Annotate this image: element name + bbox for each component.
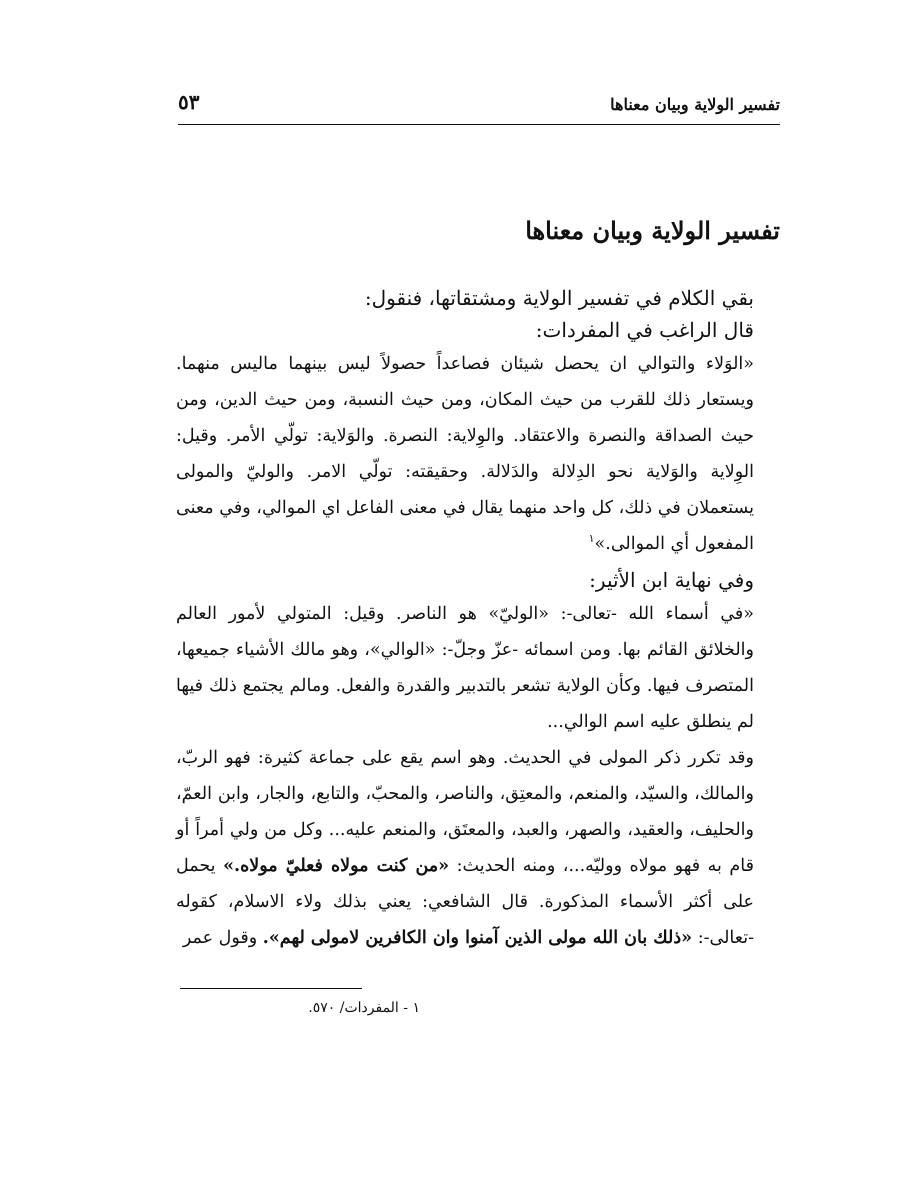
- quran-verse: «ذلك بان الله مولى الذين آمنوا وان الكافرين لامولى لهم».: [262, 928, 693, 948]
- athir-quote-2-part1: وقد تكرر ذكر المولى في الحديث. وهو اسم يقع على جماعة كثيرة: فهو الربّ، والمالك، والسيّد، والمنعم، والمعتِق، والناصر، والمحبّ، والتابع، والجار، وابن العمّ، والحليف، والعقيد، والصهر، والعبد، والمعتَق، والمنعم عليه... وكل من ولي أمراً أو قام به فهو مولاه ووليّه...، ومنه الحديث:: [176, 748, 754, 876]
- athir-quote-2-part2: يحمل على أكثر الأسماء المذكورة. قال الشافعي: يعني بذلك ولاء الاسلام، كقوله -تعالى-:: [176, 856, 754, 948]
- athir-quote-2-part3: وقول عمر: [182, 928, 258, 948]
- chapter-title: تفسير الولاية وبيان معناها: [525, 216, 780, 245]
- raghib-quote: [176, 346, 754, 562]
- footnote: ١ - المفردات/ ٥٧٠.: [308, 1000, 420, 1016]
- footnote-reference: ١: [588, 532, 595, 546]
- hadith-quote: «من كنت مولاه فعليّ مولاه.»: [223, 856, 450, 876]
- intro-line-1: بقي الكلام في تفسير الولاية ومشتقاتها، فنقول:: [364, 286, 754, 310]
- intro-line-2: قال الراغب في المفردات:: [535, 318, 754, 342]
- athir-intro: وفي نهاية ابن الأثير:: [589, 568, 754, 592]
- footnote-rule: [180, 988, 362, 989]
- body-text: [176, 282, 754, 956]
- raghib-quote-text: «الوَلاء والتوالي ان يحصل شيئان فصاعداً حصولاً ليس بينهما ماليس منهما. ويستعار ذلك للقرب من حيث المكان، ومن حيث النسبة، ومن حيث الدين، ومن حيث الصداقة والنصرة والاعتقاد. والوِلاية: النصرة. والوَلاية: تولّي الأمر. وقيل: الوِلاية والوَلاية نحو الدِلالة والدَلالة. وحقيقته: تولّي الامر. والوليّ والمولى يستعملان في ذلك، كل واحد منهما يقال في معنى الفاعل اي الموالي، وفي معنى المفعول أي الموالى.»: [176, 354, 754, 554]
- athir-quote-1: «في أسماء الله -تعالى-: «الوليّ» هو الناصر. وقيل: المتولي لأمور العالم والخلائق القائم بها. ومن اسمائه -عزّ وجلّ-: «الوالي»، وهو مالك الأشياء جميعها، المتصرف فيها. وكأن الولاية تشعر بالتدبير والقدرة والفعل. ومالم يجتمع ذلك فيها لم ينطلق عليه اسم الوالي...: [176, 604, 754, 732]
- page-number: ٥٣: [178, 90, 200, 114]
- raghib-quote-block: [176, 346, 754, 562]
- running-title: تفسير الولاية وبيان معناها: [610, 95, 780, 114]
- athir-quote-2: [176, 740, 754, 956]
- header-rule: [178, 124, 780, 125]
- running-header: [178, 88, 780, 114]
